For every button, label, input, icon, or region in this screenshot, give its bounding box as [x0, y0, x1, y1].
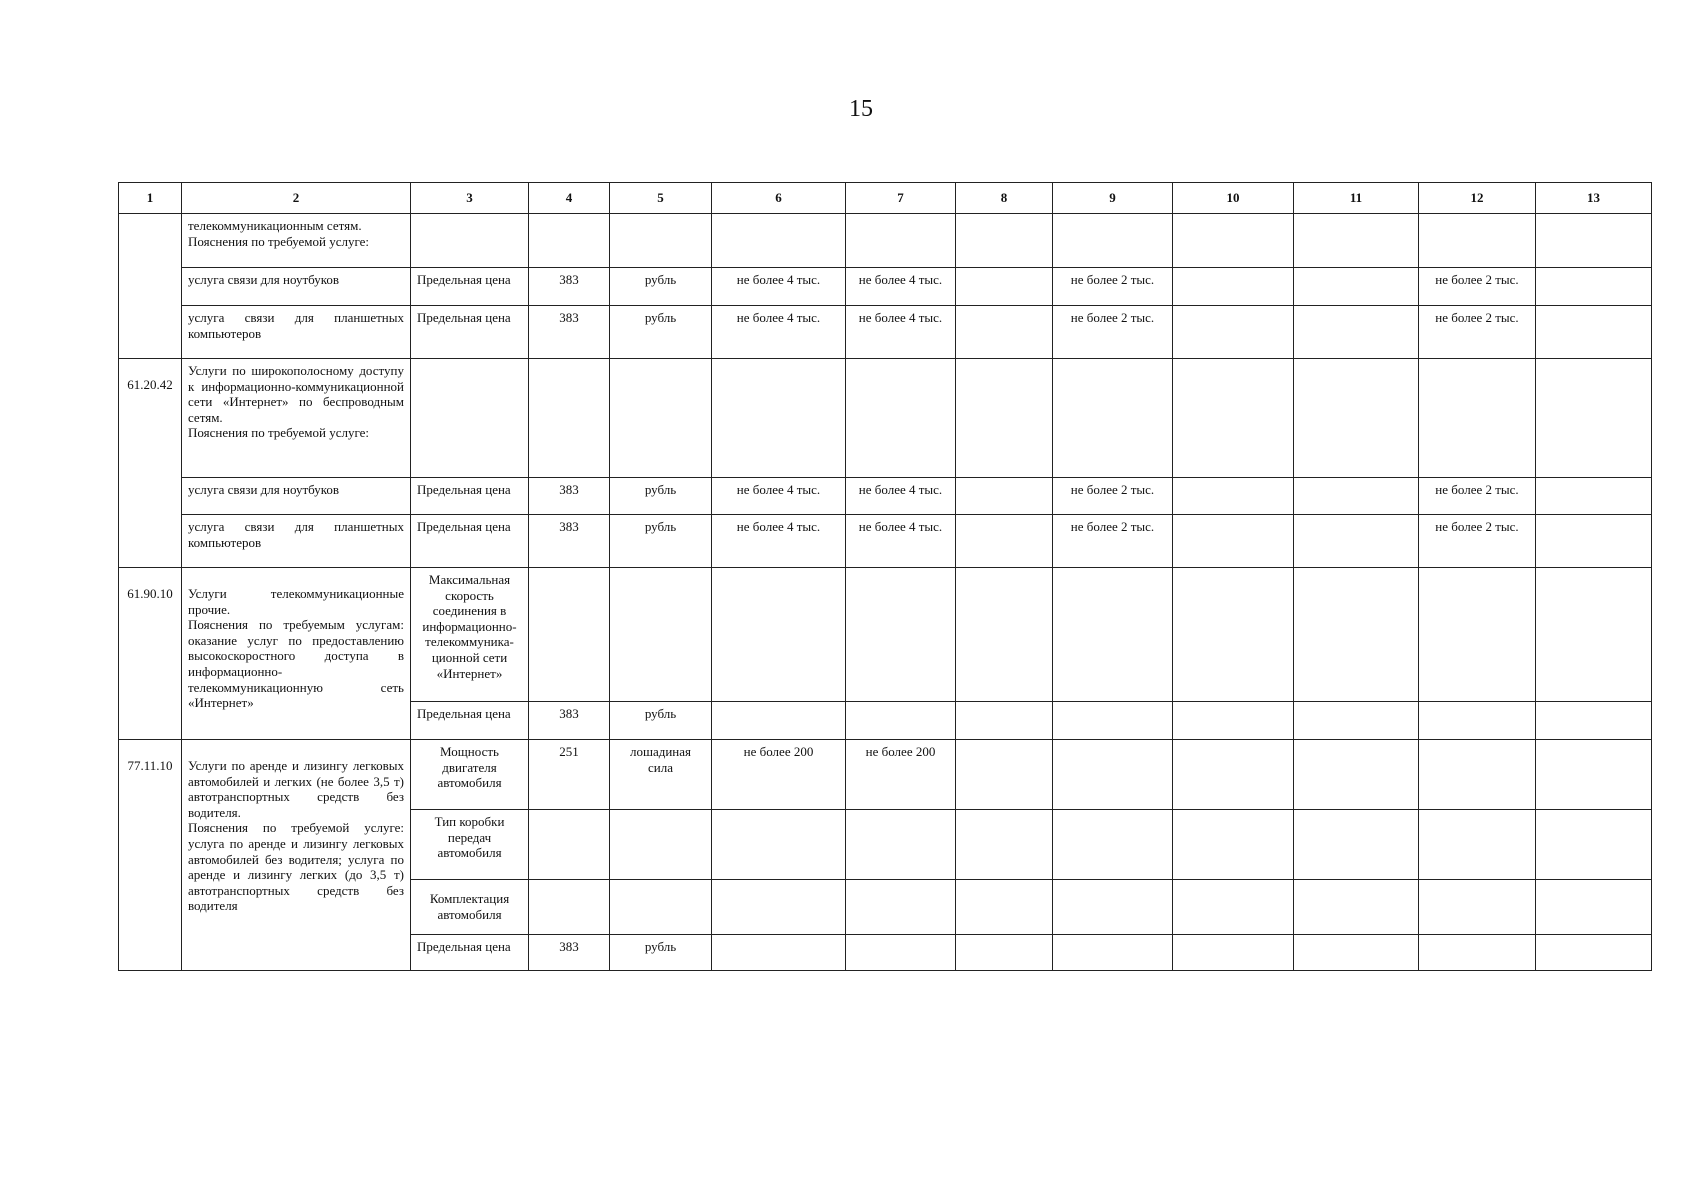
- unit-cell: рубль: [610, 268, 712, 306]
- table-row: [119, 478, 1652, 515]
- value-cell: не более 2 тыс.: [1419, 478, 1536, 515]
- okei-code-cell: 383: [529, 515, 610, 568]
- characteristic-cell: Предельная цена: [411, 306, 529, 359]
- value-cell: не более 4 тыс.: [712, 306, 846, 359]
- description-cell: услуга связи для планшетных компьютеров: [182, 306, 411, 359]
- code-cell: 61.20.42: [119, 359, 182, 568]
- value-cell: не более 2 тыс.: [1053, 515, 1173, 568]
- value-cell: не более 2 тыс.: [1419, 268, 1536, 306]
- characteristic-cell: Мощность двигателя автомобиля: [411, 740, 529, 810]
- okei-code-cell: 383: [529, 935, 610, 971]
- value-cell: не более 4 тыс.: [846, 306, 956, 359]
- col-header: 12: [1419, 183, 1536, 214]
- unit-cell: рубль: [610, 478, 712, 515]
- value-cell: не более 2 тыс.: [1053, 306, 1173, 359]
- table-row: [119, 214, 1652, 268]
- table-row: [119, 306, 1652, 359]
- value-cell: не более 200: [712, 740, 846, 810]
- page-number: 15: [849, 96, 873, 122]
- okei-code-cell: 383: [529, 306, 610, 359]
- characteristic-cell: Комплектация автомобиля: [411, 880, 529, 935]
- col-header: 2: [182, 183, 411, 214]
- description-cell: услуга связи для ноутбуков: [182, 478, 411, 515]
- characteristic-cell: Предельная цена: [411, 478, 529, 515]
- code-cell: 61.90.10: [119, 568, 182, 740]
- table-row: [119, 359, 1652, 478]
- code-cell: [119, 214, 182, 359]
- requirements-table: [118, 182, 1652, 971]
- col-header: 3: [411, 183, 529, 214]
- description-cell: услуга связи для ноутбуков: [182, 268, 411, 306]
- okei-code-cell: 383: [529, 702, 610, 740]
- characteristic-cell: Предельная цена: [411, 935, 529, 971]
- value-cell: не более 4 тыс.: [846, 515, 956, 568]
- okei-code-cell: 383: [529, 268, 610, 306]
- value-cell: не более 200: [846, 740, 956, 810]
- value-cell: не более 2 тыс.: [1419, 306, 1536, 359]
- okei-code-cell: 251: [529, 740, 610, 810]
- value-cell: не более 4 тыс.: [712, 268, 846, 306]
- unit-cell: рубль: [610, 935, 712, 971]
- col-header: 6: [712, 183, 846, 214]
- characteristic-cell: Предельная цена: [411, 702, 529, 740]
- description-cell: телекоммуникационным сетям. Пояснения по требуемой услуге:: [182, 214, 411, 268]
- characteristic-cell: Тип коробки передач автомобиля: [411, 810, 529, 880]
- characteristic-cell: Максимальная скорость соединения в информационно-телекоммуника-ционной сети «Интернет»: [411, 568, 529, 702]
- table-row: [119, 268, 1652, 306]
- okei-code-cell: 383: [529, 478, 610, 515]
- unit-cell: рубль: [610, 515, 712, 568]
- table-row: [119, 515, 1652, 568]
- description-cell: Услуги телекоммуникационные прочие. Пояснения по требуемым услугам: оказание услуг по предоставлению высокоскоростного доступа в информационно-телекоммуникационную сеть «Интернет»: [182, 568, 411, 740]
- col-header: 13: [1536, 183, 1652, 214]
- value-cell: не более 4 тыс.: [712, 478, 846, 515]
- col-header: 5: [610, 183, 712, 214]
- value-cell: не более 2 тыс.: [1053, 268, 1173, 306]
- unit-cell: рубль: [610, 306, 712, 359]
- col-header: 10: [1173, 183, 1294, 214]
- value-cell: не более 2 тыс.: [1419, 515, 1536, 568]
- col-header: 7: [846, 183, 956, 214]
- description-cell: Услуги по аренде и лизингу легковых автомобилей и легких (не более 3,5 т) автотранспортных средств без водителя. Пояснения по требуемой услуге: услуга по аренде и лизингу легковых автомобилей без водителя; услуга по аренде и лизингу легких (до 3,5 т) автотранспортных средств без водителя: [182, 740, 411, 971]
- header-row: [119, 183, 1652, 214]
- value-cell: не более 2 тыс.: [1053, 478, 1173, 515]
- code-cell: 77.11.10: [119, 740, 182, 971]
- description-cell: услуга связи для планшетных компьютеров: [182, 515, 411, 568]
- col-header: 8: [956, 183, 1053, 214]
- characteristic-cell: Предельная цена: [411, 515, 529, 568]
- value-cell: не более 4 тыс.: [712, 515, 846, 568]
- col-header: 4: [529, 183, 610, 214]
- value-cell: не более 4 тыс.: [846, 478, 956, 515]
- unit-cell: лошадиная сила: [610, 740, 712, 810]
- characteristic-cell: Предельная цена: [411, 268, 529, 306]
- value-cell: не более 4 тыс.: [846, 268, 956, 306]
- col-header: 1: [119, 183, 182, 214]
- table-row: [119, 568, 1652, 702]
- description-cell: Услуги по широкополосному доступу к информационно-коммуникационной сети «Интернет» по беспроводным сетям. Пояснения по требуемой услуге:: [182, 359, 411, 478]
- col-header: 9: [1053, 183, 1173, 214]
- table-row: [119, 740, 1652, 810]
- col-header: 11: [1294, 183, 1419, 214]
- unit-cell: рубль: [610, 702, 712, 740]
